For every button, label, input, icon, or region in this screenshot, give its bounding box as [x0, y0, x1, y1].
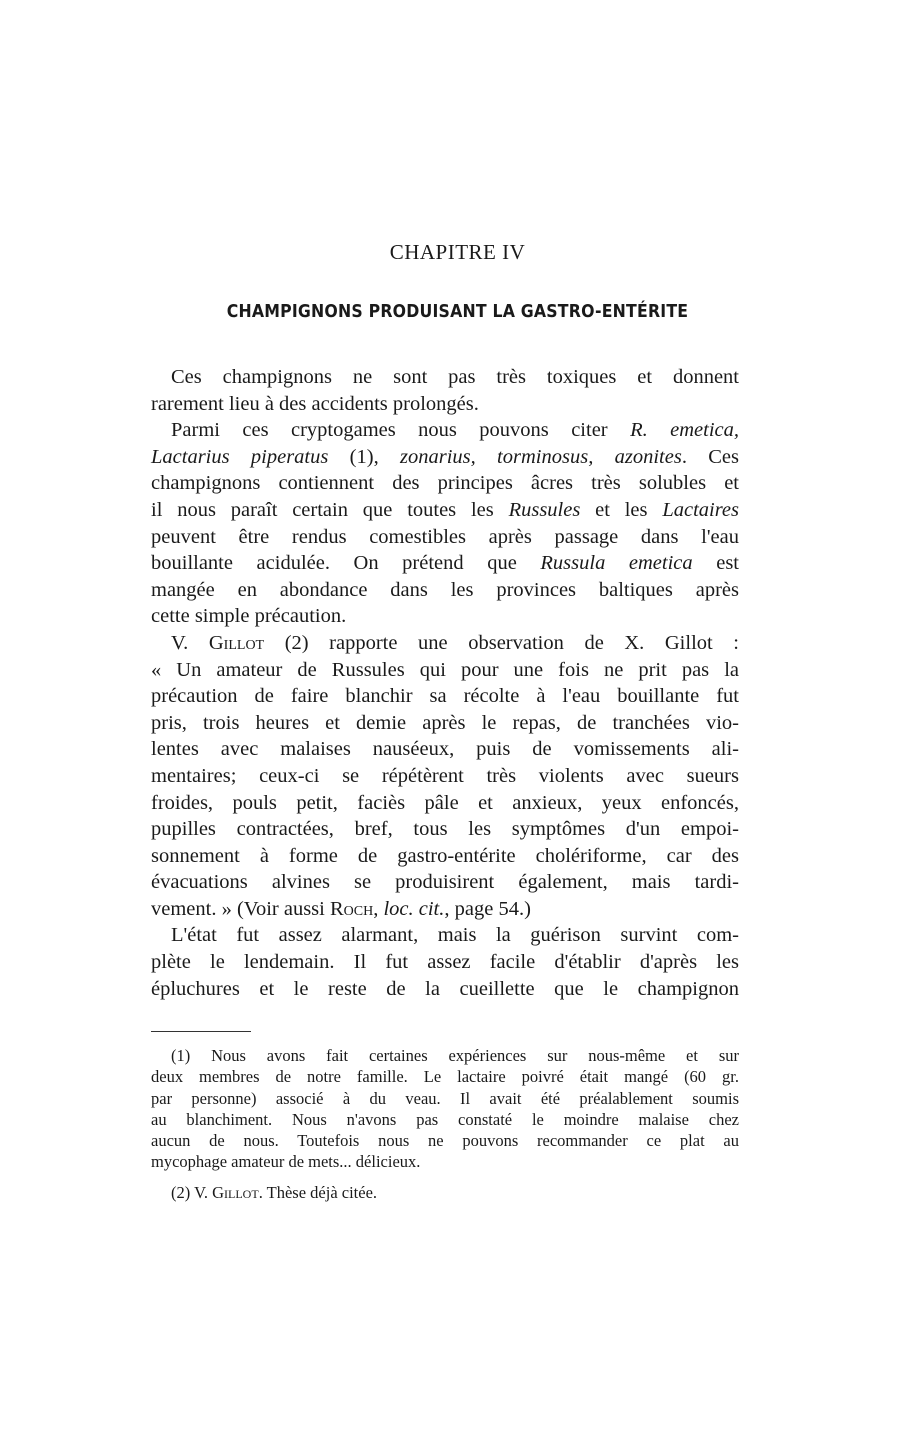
text-line: évacuations alvines se produisirent également, mais tardi-	[151, 871, 739, 894]
text-line: froides, pouls petit, faciès pâle et anxieux, yeux enfoncés,	[151, 791, 739, 814]
paragraph	[151, 922, 739, 1002]
text-line: Ces champignons ne sont pas très toxiques et donnent	[171, 366, 739, 388]
text-line: lentes avec malaises nauséeux, puis de vomissements ali-	[151, 738, 739, 761]
footnotes	[151, 1045, 739, 1203]
text-line: plète le lendemain. Il fut assez facile d'établir d'après les	[151, 951, 739, 974]
text-line: V. Gillot (2) rapporte une observation de X. Gillot :	[171, 631, 739, 654]
chapter-heading: CHAPITRE IV	[389, 240, 526, 264]
text-line: champignons contiennent des principes âcres très solubles et	[151, 472, 739, 495]
text-line: cette simple précaution.	[151, 605, 347, 628]
text-line: (2) V. Gillot. Thèse déjà citée.	[171, 1182, 378, 1202]
text-line: sonnement à forme de gastro-entérite cholériforme, car des	[151, 844, 739, 867]
text-line: par personne) associé à du veau. Il avait été préalablement soumis	[151, 1088, 739, 1108]
footnote	[151, 1182, 739, 1203]
text-line: peuvent être rendus comestibles après passage dans l'eau	[151, 525, 739, 548]
text-line: aucun de nous. Toutefois nous ne pouvons recommander ce plat au	[151, 1131, 739, 1151]
footnote	[151, 1045, 739, 1173]
text-line: (1) Nous avons fait certaines expériences sur nous-même et sur	[171, 1046, 739, 1065]
text-line: L'état fut assez alarmant, mais la guérison survint com-	[171, 924, 739, 947]
text-line: au blanchiment. Nous n'avons pas constaté le moindre malaise chez	[151, 1109, 739, 1129]
chapter-title: CHAMPIGNONS PRODUISANT LA GASTRO-ENTÉRITE	[226, 302, 689, 322]
text-line: deux membres de notre famille. Le lactaire poivré était mangé (60 gr.	[151, 1067, 739, 1087]
text-line: mentaires; ceux-ci se répétèrent très violents avec sueurs	[151, 764, 739, 787]
text-line: il nous paraît certain que toutes les Russules et les Lactaires	[151, 498, 739, 521]
text-line: Lactarius piperatus (1), zonarius, torminosus, azonites. Ces	[151, 445, 740, 468]
text-line: pupilles contractées, bref, tous les symptômes d'un empoi-	[151, 818, 739, 841]
text-line: rarement lieu à des accidents prolongés.	[151, 392, 479, 415]
footnote-separator	[151, 1031, 251, 1032]
body-text	[151, 364, 739, 1002]
text-line: épluchures et le reste de la cueillette que le champignon	[151, 977, 739, 1000]
text-line: bouillante acidulée. On prétend que Russula emetica est	[151, 552, 740, 575]
paragraph	[151, 417, 739, 630]
text-line: Parmi ces cryptogames nous pouvons citer R. emetica,	[171, 419, 740, 442]
text-line: pris, trois heures et demie après le repas, de tranchées vio-	[151, 711, 739, 734]
text-line: vement. » (Voir aussi Roch, loc. cit., page 54.)	[151, 897, 531, 920]
text-line: précaution de faire blanchir sa récolte à l'eau bouillante fut	[151, 685, 739, 708]
text-line: « Un amateur de Russules qui pour une fois ne prit pas la	[151, 658, 739, 681]
text-line: mangée en abondance dans les provinces baltiques après	[151, 578, 739, 601]
text-line: mycophage amateur de mets... délicieux.	[151, 1152, 421, 1172]
paragraph	[151, 364, 739, 417]
paragraph	[151, 630, 739, 923]
